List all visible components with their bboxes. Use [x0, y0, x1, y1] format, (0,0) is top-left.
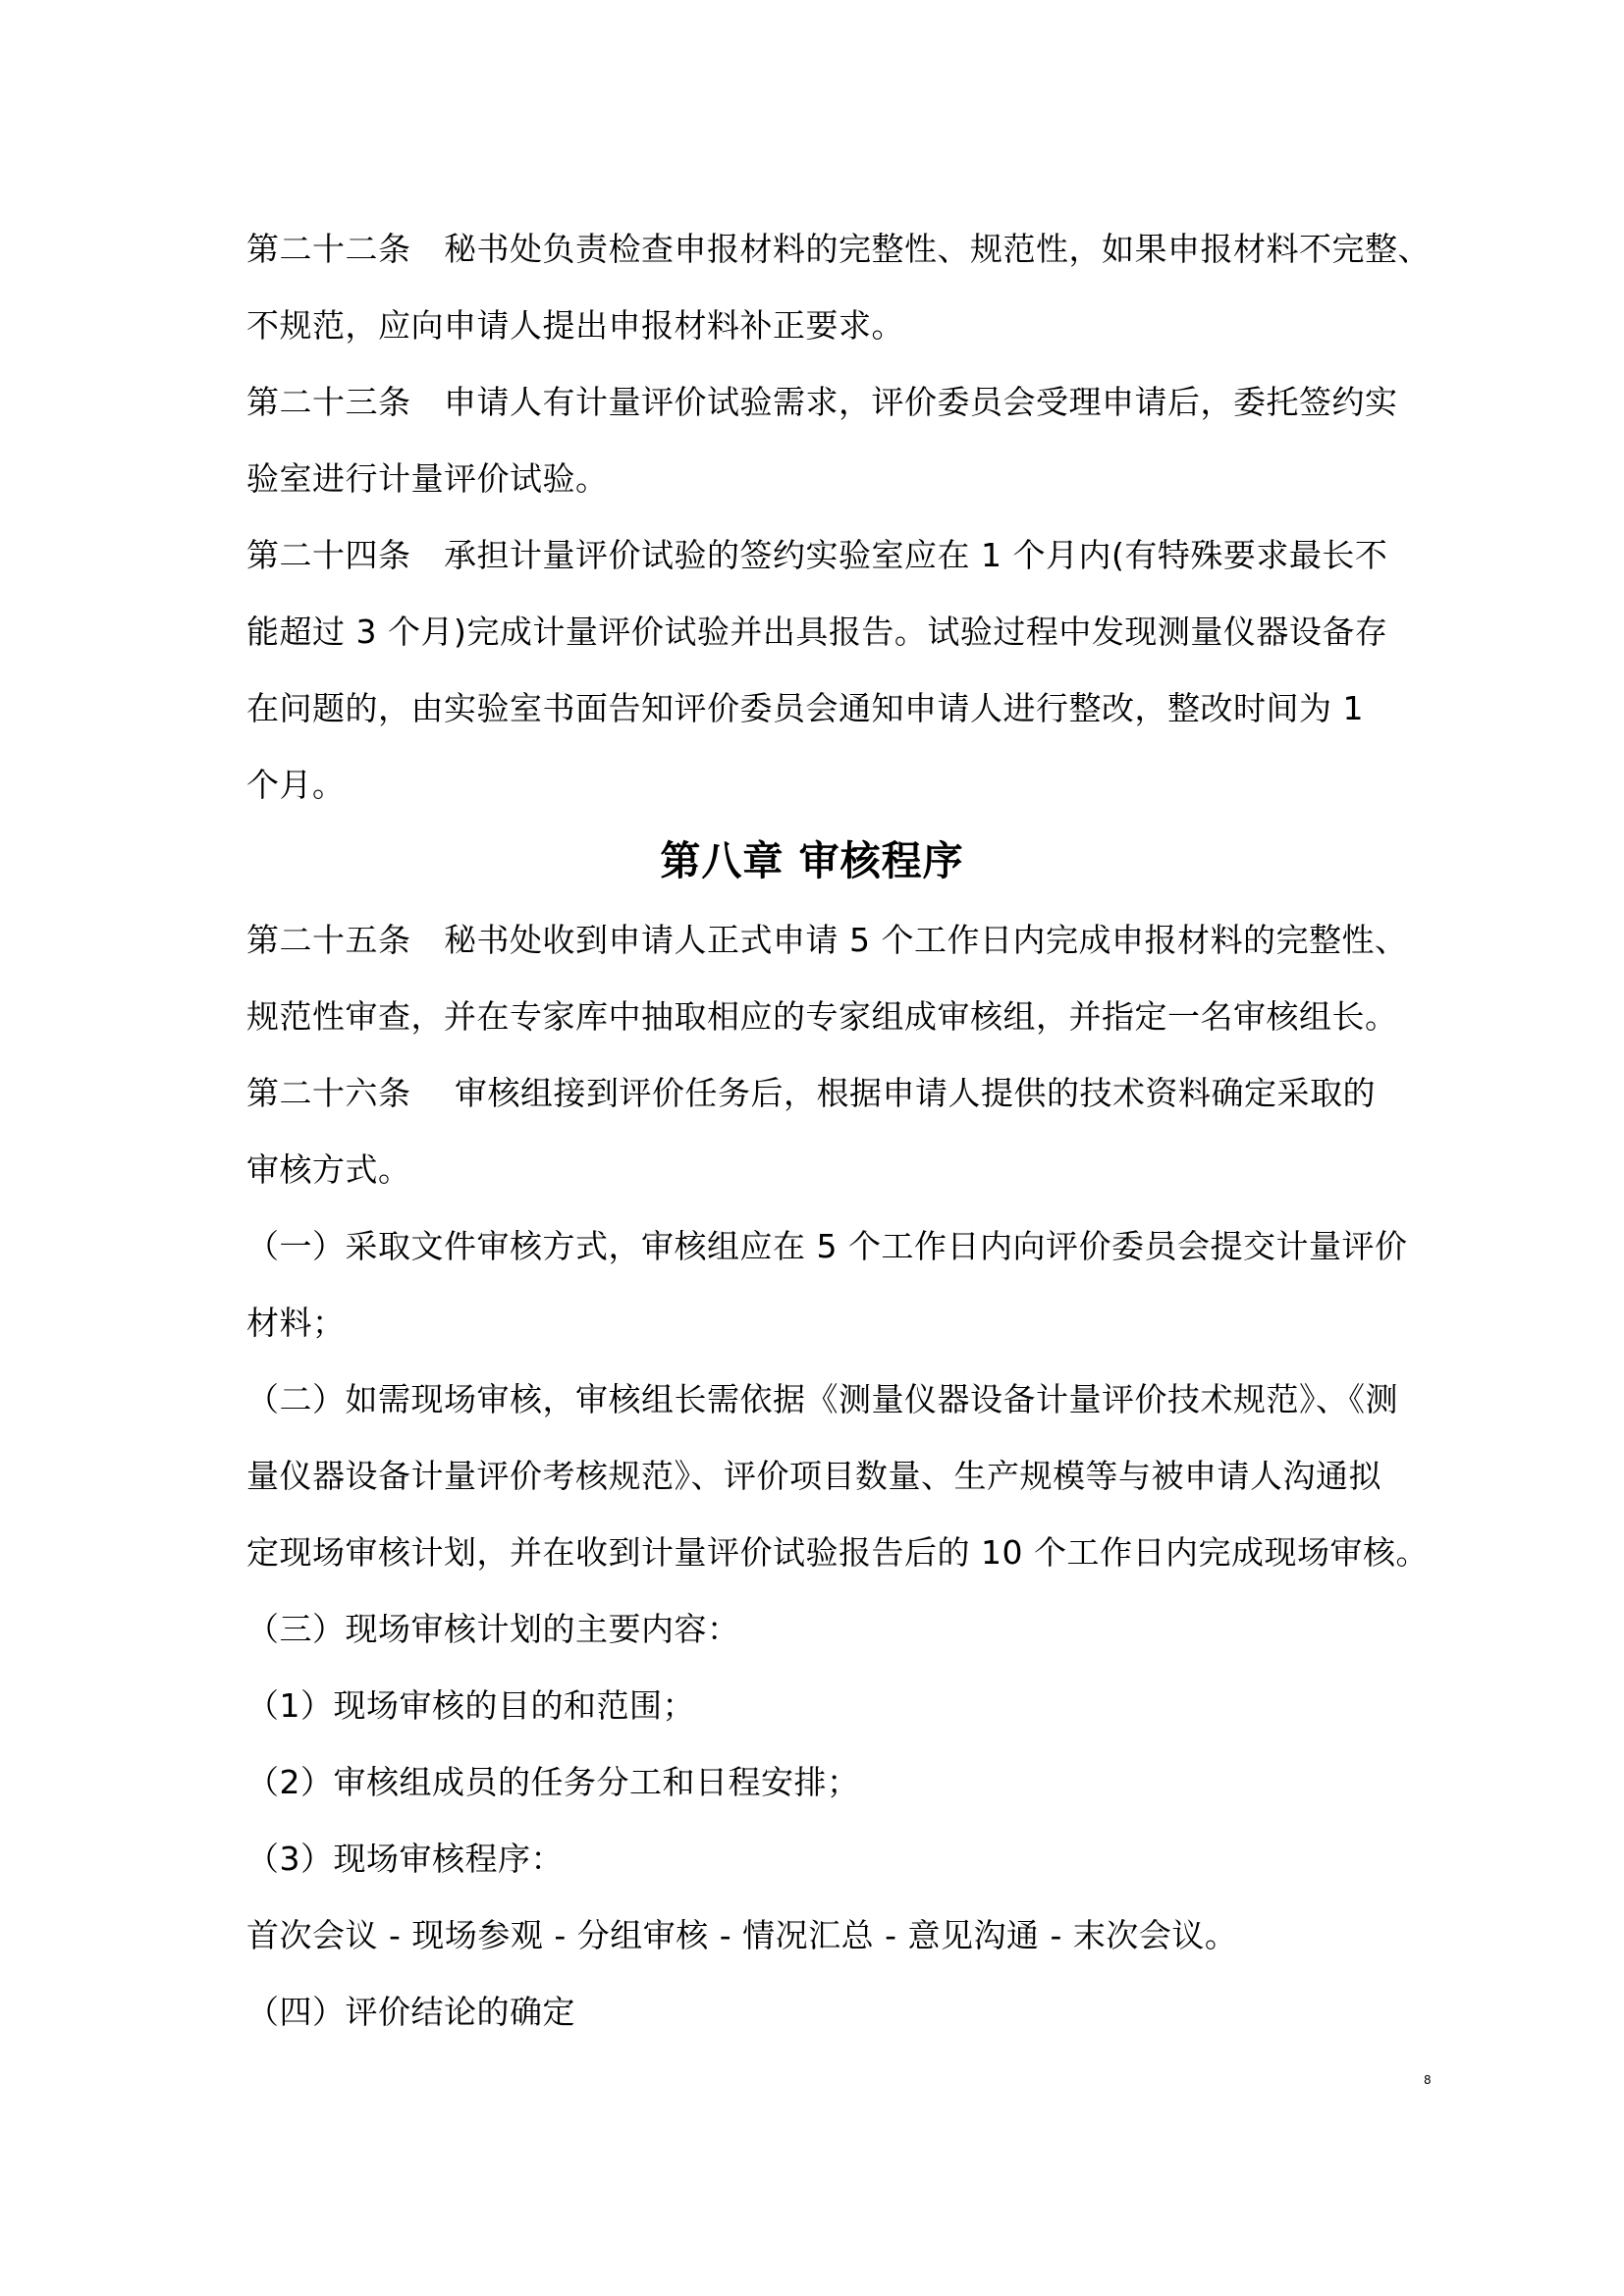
- paragraph-line: 第二十五条 秘书处收到申请人正式申请 5 个工作日内完成申报材料的完整性、: [246, 921, 1408, 959]
- paragraph-line: 规范性审查，并在专家库中抽取相应的专家组成审核组，并指定一名审核组长。: [246, 997, 1398, 1036]
- paragraph-line: 验室进行计量评价试验。: [246, 459, 609, 498]
- paragraph-line: 审核方式。: [246, 1150, 411, 1189]
- paragraph-line: （四）评价结论的确定: [246, 1993, 575, 2031]
- paragraph-line: 第二十二条 秘书处负责检查申报材料的完整性、规范性，如果申报材料不完整、: [246, 230, 1431, 268]
- chapter-heading: 第八章 审核程序: [660, 837, 964, 884]
- paragraph-line: 个月。: [246, 766, 346, 804]
- paragraph-line: 第二十四条 承担计量评价试验的签约实验室应在 1 个月内(有特殊要求最长不: [246, 536, 1388, 574]
- paragraph-line: （3）现场审核程序：: [246, 1840, 564, 1878]
- page-number: 8: [1424, 2073, 1432, 2087]
- paragraph-line: 首次会议 - 现场参观 - 分组审核 - 情况汇总 - 意见沟通 - 末次会议。: [246, 1916, 1238, 1954]
- paragraph-line: 第二十六条 审核组接到评价任务后，根据申请人提供的技术资料确定采取的: [246, 1074, 1376, 1112]
- paragraph-line: 定现场审核计划，并在收到计量评价试验报告后的 10 个工作日内完成现场审核。: [246, 1533, 1429, 1572]
- paragraph-line: （一）采取文件审核方式，审核组应在 5 个工作日内向评价委员会提交计量评价: [246, 1227, 1408, 1265]
- paragraph-line: 在问题的，由实验室书面告知评价委员会通知申请人进行整改，整改时间为 1: [246, 689, 1364, 727]
- paragraph-line: （三）现场审核计划的主要内容：: [246, 1610, 740, 1648]
- paragraph-line: （2）审核组成员的任务分工和日程安排；: [246, 1763, 860, 1801]
- paragraph-line: 第二十三条 申请人有计量评价试验需求，评价委员会受理申请后，委托签约实: [246, 383, 1398, 421]
- paragraph-line: 材料；: [246, 1304, 346, 1342]
- paragraph-line: 不规范，应向申请人提出申报材料补正要求。: [246, 306, 904, 345]
- paragraph-line: 能超过 3 个月)完成计量评价试验并出具报告。试验过程中发现测量仪器设备存: [246, 613, 1388, 651]
- paragraph-line: （二）如需现场审核，审核组长需依据《测量仪器设备计量评价技术规范》、《测: [246, 1380, 1398, 1418]
- paragraph-line: 量仪器设备计量评价考核规范》、评价项目数量、生产规模等与被申请人沟通拟: [246, 1457, 1381, 1495]
- paragraph-line: （1）现场审核的目的和范围；: [246, 1686, 695, 1725]
